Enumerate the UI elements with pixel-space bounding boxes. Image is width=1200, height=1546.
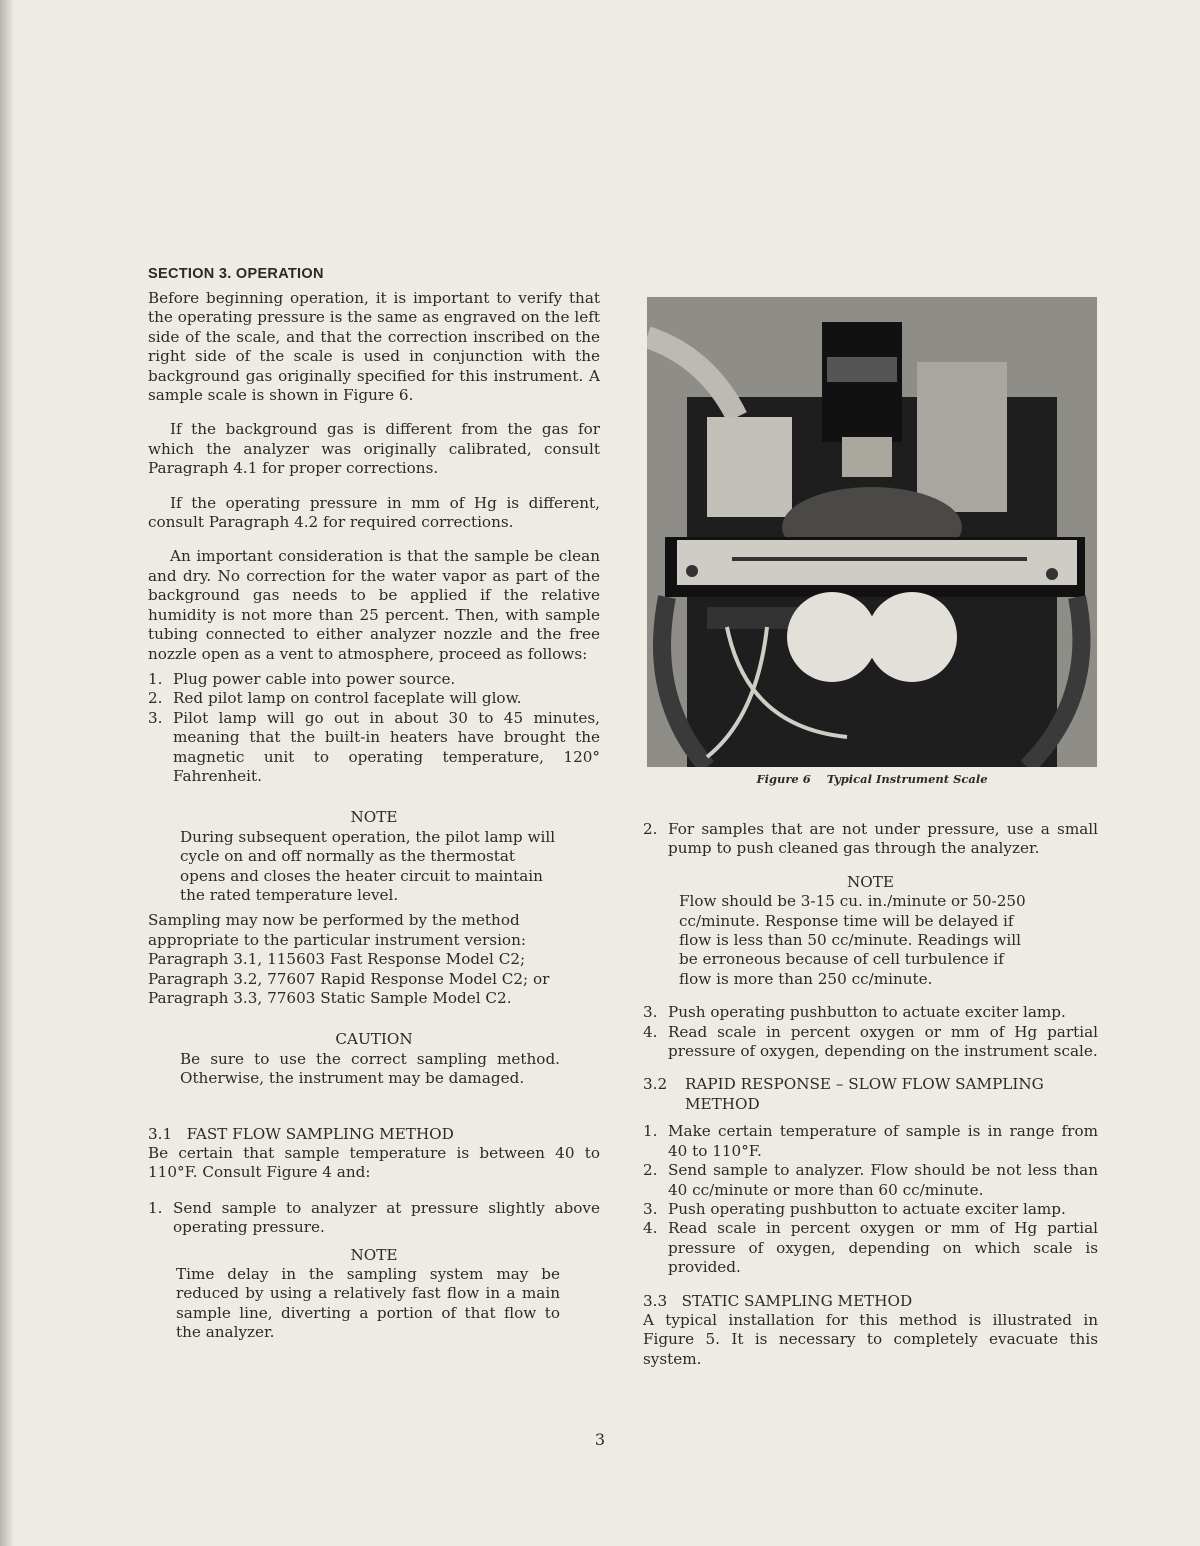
item-text: Plug power cable into power source. bbox=[173, 669, 456, 688]
item-text: Send sample to analyzer at pressure slightly above operating pressure. bbox=[173, 1198, 600, 1237]
subsection-heading bbox=[643, 1075, 1098, 1114]
caution-text: Be sure to use the correct sampling method. Otherwise, the instrument may be damaged. bbox=[180, 1049, 560, 1088]
list-item bbox=[148, 709, 600, 787]
item-text: Make certain temperature of sample is in range from 40 to 110°F. bbox=[668, 1122, 1098, 1160]
item-number: 1. bbox=[148, 1198, 163, 1217]
paragraph: Sampling may now be performed by the method appropriate to the particular instrument version: Paragraph 3.1, 115603 Fast Response Model C2; Paragraph 3.2, 77607 Rapid Response Model C2; or Paragraph 3.3, 77603 Static Sample Model C2. bbox=[148, 911, 550, 1007]
note-text: During subsequent operation, the pilot lamp will cycle on and off normally as the thermostat opens and closes the heater circuit to maintain the rated temperature level. bbox=[180, 827, 556, 904]
note-title: NOTE bbox=[847, 872, 894, 891]
subsection-heading: 3.3 STATIC SAMPLING METHOD bbox=[643, 1291, 913, 1310]
paragraph: Before beginning operation, it is important to verify that the operating pressure is the same as engraved on the left side of the scale, and that the correction inscribed on the right side of the scale is used in conjunction with the background gas originally specified for this instrument. A sample scale is shown in Figure 6. bbox=[148, 289, 600, 405]
item-text: Read scale in percent oxygen or mm of Hg partial pressure of oxygen, depending on the instrument scale. bbox=[668, 1022, 1098, 1061]
list-item bbox=[643, 1003, 1098, 1022]
list-item bbox=[643, 1023, 1098, 1062]
item-number: 2. bbox=[643, 820, 658, 838]
subsection-title: RAPID RESPONSE – SLOW FLOW SAMPLING METHOD bbox=[685, 1075, 1044, 1113]
figure-caption: Figure 6 Typical Instrument Scale bbox=[756, 772, 988, 786]
item-text: Push operating pushbutton to actuate exciter lamp. bbox=[668, 1003, 1066, 1022]
list-item bbox=[643, 1161, 1098, 1200]
item-text: For samples that are not under pressure, use a small pump to push cleaned gas through the analyzer. bbox=[668, 820, 1098, 858]
subsection-number: 3.2 bbox=[643, 1075, 668, 1094]
list-item bbox=[643, 1200, 1098, 1219]
subsection-heading: 3.1 FAST FLOW SAMPLING METHOD bbox=[148, 1124, 454, 1143]
note-title: NOTE bbox=[350, 808, 398, 827]
item-text: Red pilot lamp on control faceplate will glow. bbox=[173, 689, 522, 708]
paragraph: A typical installation for this method is illustrated in Figure 5. It is necessary to completely evacuate this system. bbox=[643, 1310, 1098, 1368]
note-text: Time delay in the sampling system may be reduced by using a relatively fast flow in a main sample line, diverting a portion of that flow to the analyzer. bbox=[176, 1265, 560, 1342]
caution-title: CAUTION bbox=[335, 1030, 413, 1049]
item-number: 2. bbox=[148, 689, 163, 708]
paragraph: If the operating pressure in mm of Hg is different, consult Paragraph 4.2 for required corrections. bbox=[148, 493, 600, 532]
item-text: Push operating pushbutton to actuate exciter lamp. bbox=[668, 1199, 1066, 1218]
item-number: 1. bbox=[148, 669, 163, 688]
item-number: 3. bbox=[643, 1199, 658, 1218]
figure-6-photo bbox=[647, 297, 1097, 767]
item-text: Send sample to analyzer. Flow should be not less than 40 cc/minute or more than 60 cc/minute. bbox=[668, 1161, 1098, 1199]
item-text: Pilot lamp will go out in about 30 to 45 minutes, meaning that the built-in heaters have brought the magnetic unit to operating temperature, 120° Fahrenheit. bbox=[173, 708, 600, 785]
list-item bbox=[643, 1122, 1098, 1161]
item-number: 4. bbox=[643, 1219, 658, 1238]
page-number: 3 bbox=[594, 1430, 606, 1449]
note-title: NOTE bbox=[350, 1245, 398, 1264]
list-item bbox=[148, 689, 600, 708]
paragraph: Be certain that sample temperature is between 40 to 110°F. Consult Figure 4 and: bbox=[148, 1144, 600, 1182]
list-item bbox=[148, 670, 600, 689]
item-number: 1. bbox=[643, 1122, 658, 1141]
item-number: 3. bbox=[148, 708, 163, 727]
page-gutter bbox=[0, 0, 14, 1546]
list-item bbox=[148, 1199, 600, 1238]
item-number: 4. bbox=[643, 1022, 658, 1041]
section-heading: SECTION 3. OPERATION bbox=[148, 266, 324, 282]
item-text: Read scale in percent oxygen or mm of Hg partial pressure of oxygen, depending on which scale is provided. bbox=[668, 1219, 1098, 1277]
paragraph: An important consideration is that the sample be clean and dry. No correction for the water vapor as part of the background gas needs to be applied if the relative humidity is not more than 25 percent. Then, with sample tubing connected to either analyzer nozzle and the free nozzle open as a vent to atmosphere, proceed as follows: bbox=[148, 547, 600, 663]
item-number: 3. bbox=[643, 1003, 658, 1022]
paragraph: If the background gas is different from the gas for which the analyzer was originally calibrated, consult Paragraph 4.1 for proper corrections. bbox=[148, 420, 600, 478]
right-column bbox=[643, 820, 1098, 1369]
note-text: Flow should be 3-15 cu. in./minute or 50-250 cc/minute. Response time will be delayed if flow is less than 50 cc/minute. Readings will be erroneous because of cell turbulence if flow is more than 250 cc/minute. bbox=[679, 892, 1026, 988]
left-column bbox=[148, 289, 600, 1343]
instrument-photo-illustration bbox=[647, 297, 1097, 767]
list-item bbox=[643, 1219, 1098, 1277]
list-item bbox=[643, 820, 1098, 859]
item-number: 2. bbox=[643, 1161, 658, 1180]
